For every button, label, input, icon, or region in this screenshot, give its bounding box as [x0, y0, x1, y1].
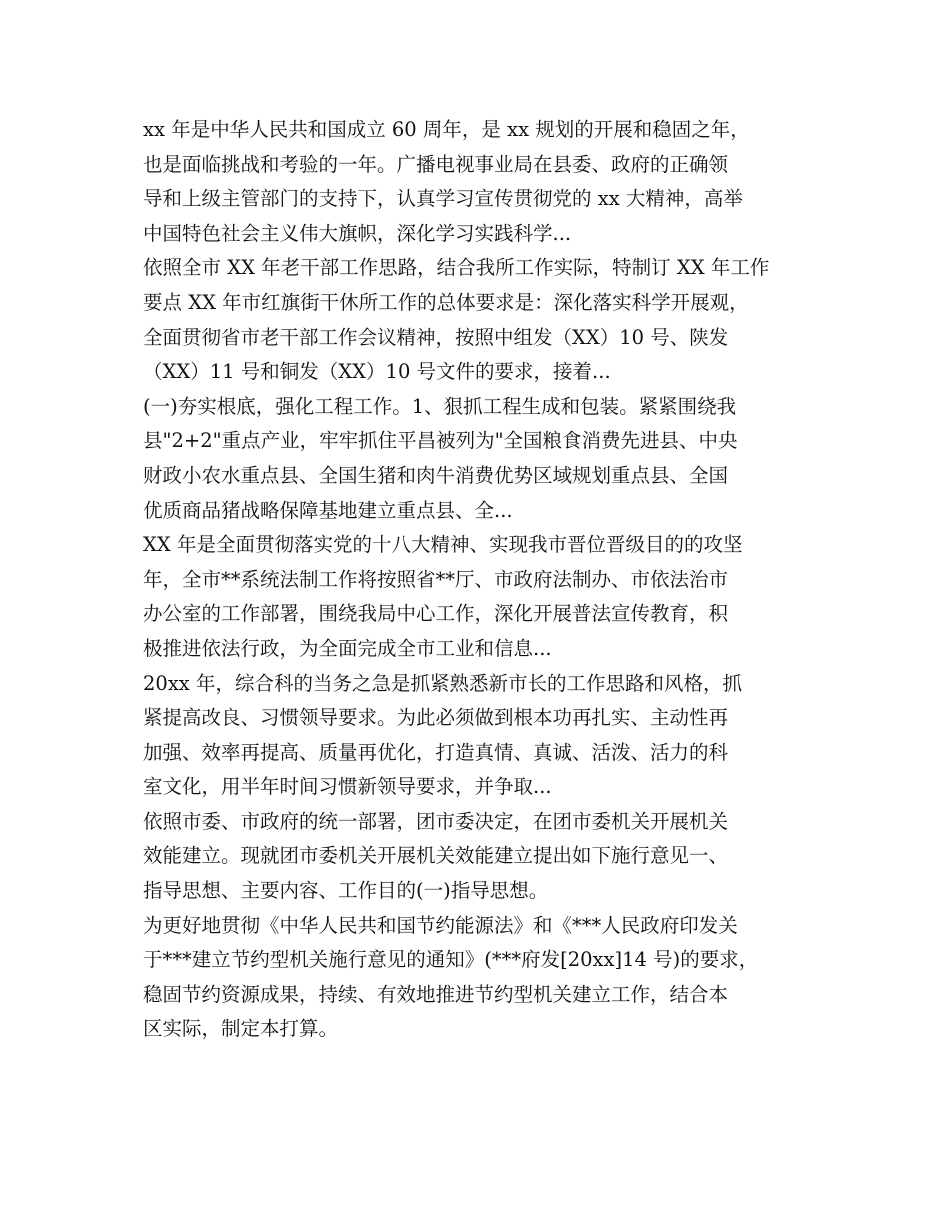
- text-line: 20xx 年，综合科的当务之急是抓紧熟悉新市长的工作思路和风格，抓: [143, 671, 743, 695]
- text-line: 优质商品猪战略保障基地建立重点县、全...: [143, 498, 513, 522]
- text-line: （XX）11 号和铜发（XX）10 号文件的要求，接着...: [143, 360, 611, 384]
- text-line: 依照市委、市政府的统一部署，团市委决定，在团市委机关开展机关: [143, 809, 729, 833]
- text-line: 依照全市 XX 年老干部工作思路，结合我所工作实际，特制订 XX 年工作: [143, 256, 770, 280]
- text-line: 财政小农水重点县、全国生猪和肉牛消费优势区域规划重点县、全国: [143, 463, 729, 487]
- text-line: 紧提高改良、习惯领导要求。为此必须做到根本功再扎实、主动性再: [143, 706, 729, 730]
- document-body: [143, 113, 823, 1047]
- text-line: 区实际，制定本打算。: [143, 1017, 339, 1041]
- text-line: 导和上级主管部门的支持下，认真学习宣传贯彻党的 xx 大精神，高举: [143, 187, 743, 211]
- text-line: 县"2+2"重点产业，牢牢抓住平昌被列为"全国粮食消费先进县、中央: [143, 429, 738, 453]
- text-line: 年，全市**系统法制工作将按照省**厅、市政府法制办、市依法治市: [143, 567, 729, 591]
- text-line: 极推进依法行政，为全面完成全市工业和信息...: [143, 636, 552, 660]
- text-line: 室文化，用半年时间习惯新领导要求，并争取...: [143, 775, 552, 799]
- text-line: 于***建立节约型机关施行意见的通知》(***府发[20xx]14 号)的要求，: [143, 948, 759, 972]
- text-line: 中国特色社会主义伟大旗帜，深化学习实践科学...: [143, 221, 572, 245]
- text-line: 加强、效率再提高、质量再优化，打造真情、真诚、活泼、活力的科: [143, 740, 729, 764]
- text-line: (一)夯实根底，强化工程工作。1、狠抓工程生成和包装。紧紧围绕我: [143, 394, 737, 418]
- text-line: 稳固节约资源成果，持续、有效地推进节约型机关建立工作，结合本: [143, 982, 729, 1006]
- text-line: 效能建立。现就团市委机关开展机关效能建立提出如下施行意见一、: [143, 844, 729, 868]
- text-line: XX 年是全面贯彻落实党的十八大精神、实现我市晋位晋级目的的攻坚: [143, 533, 743, 557]
- text-line: 要点 XX 年市红旗街干休所工作的总体要求是：深化落实科学开展观，: [143, 290, 749, 314]
- text-line: 办公室的工作部署，围绕我局中心工作，深化开展普法宣传教育，积: [143, 602, 729, 626]
- text-line: 也是面临挑战和考验的一年。广播电视事业局在县委、政府的正确领: [143, 152, 729, 176]
- text-line: 指导思想、主要内容、工作目的(一)指导思想。: [143, 879, 549, 903]
- text-line: 全面贯彻省市老干部工作会议精神，按照中组发（XX）10 号、陕发: [143, 325, 729, 349]
- text-line: xx 年是中华人民共和国成立 60 周年，是 xx 规划的开展和稳固之年，: [143, 118, 750, 141]
- text-line: 为更好地贯彻《中华人民共和国节约能源法》和《***人民政府印发关: [143, 913, 738, 937]
